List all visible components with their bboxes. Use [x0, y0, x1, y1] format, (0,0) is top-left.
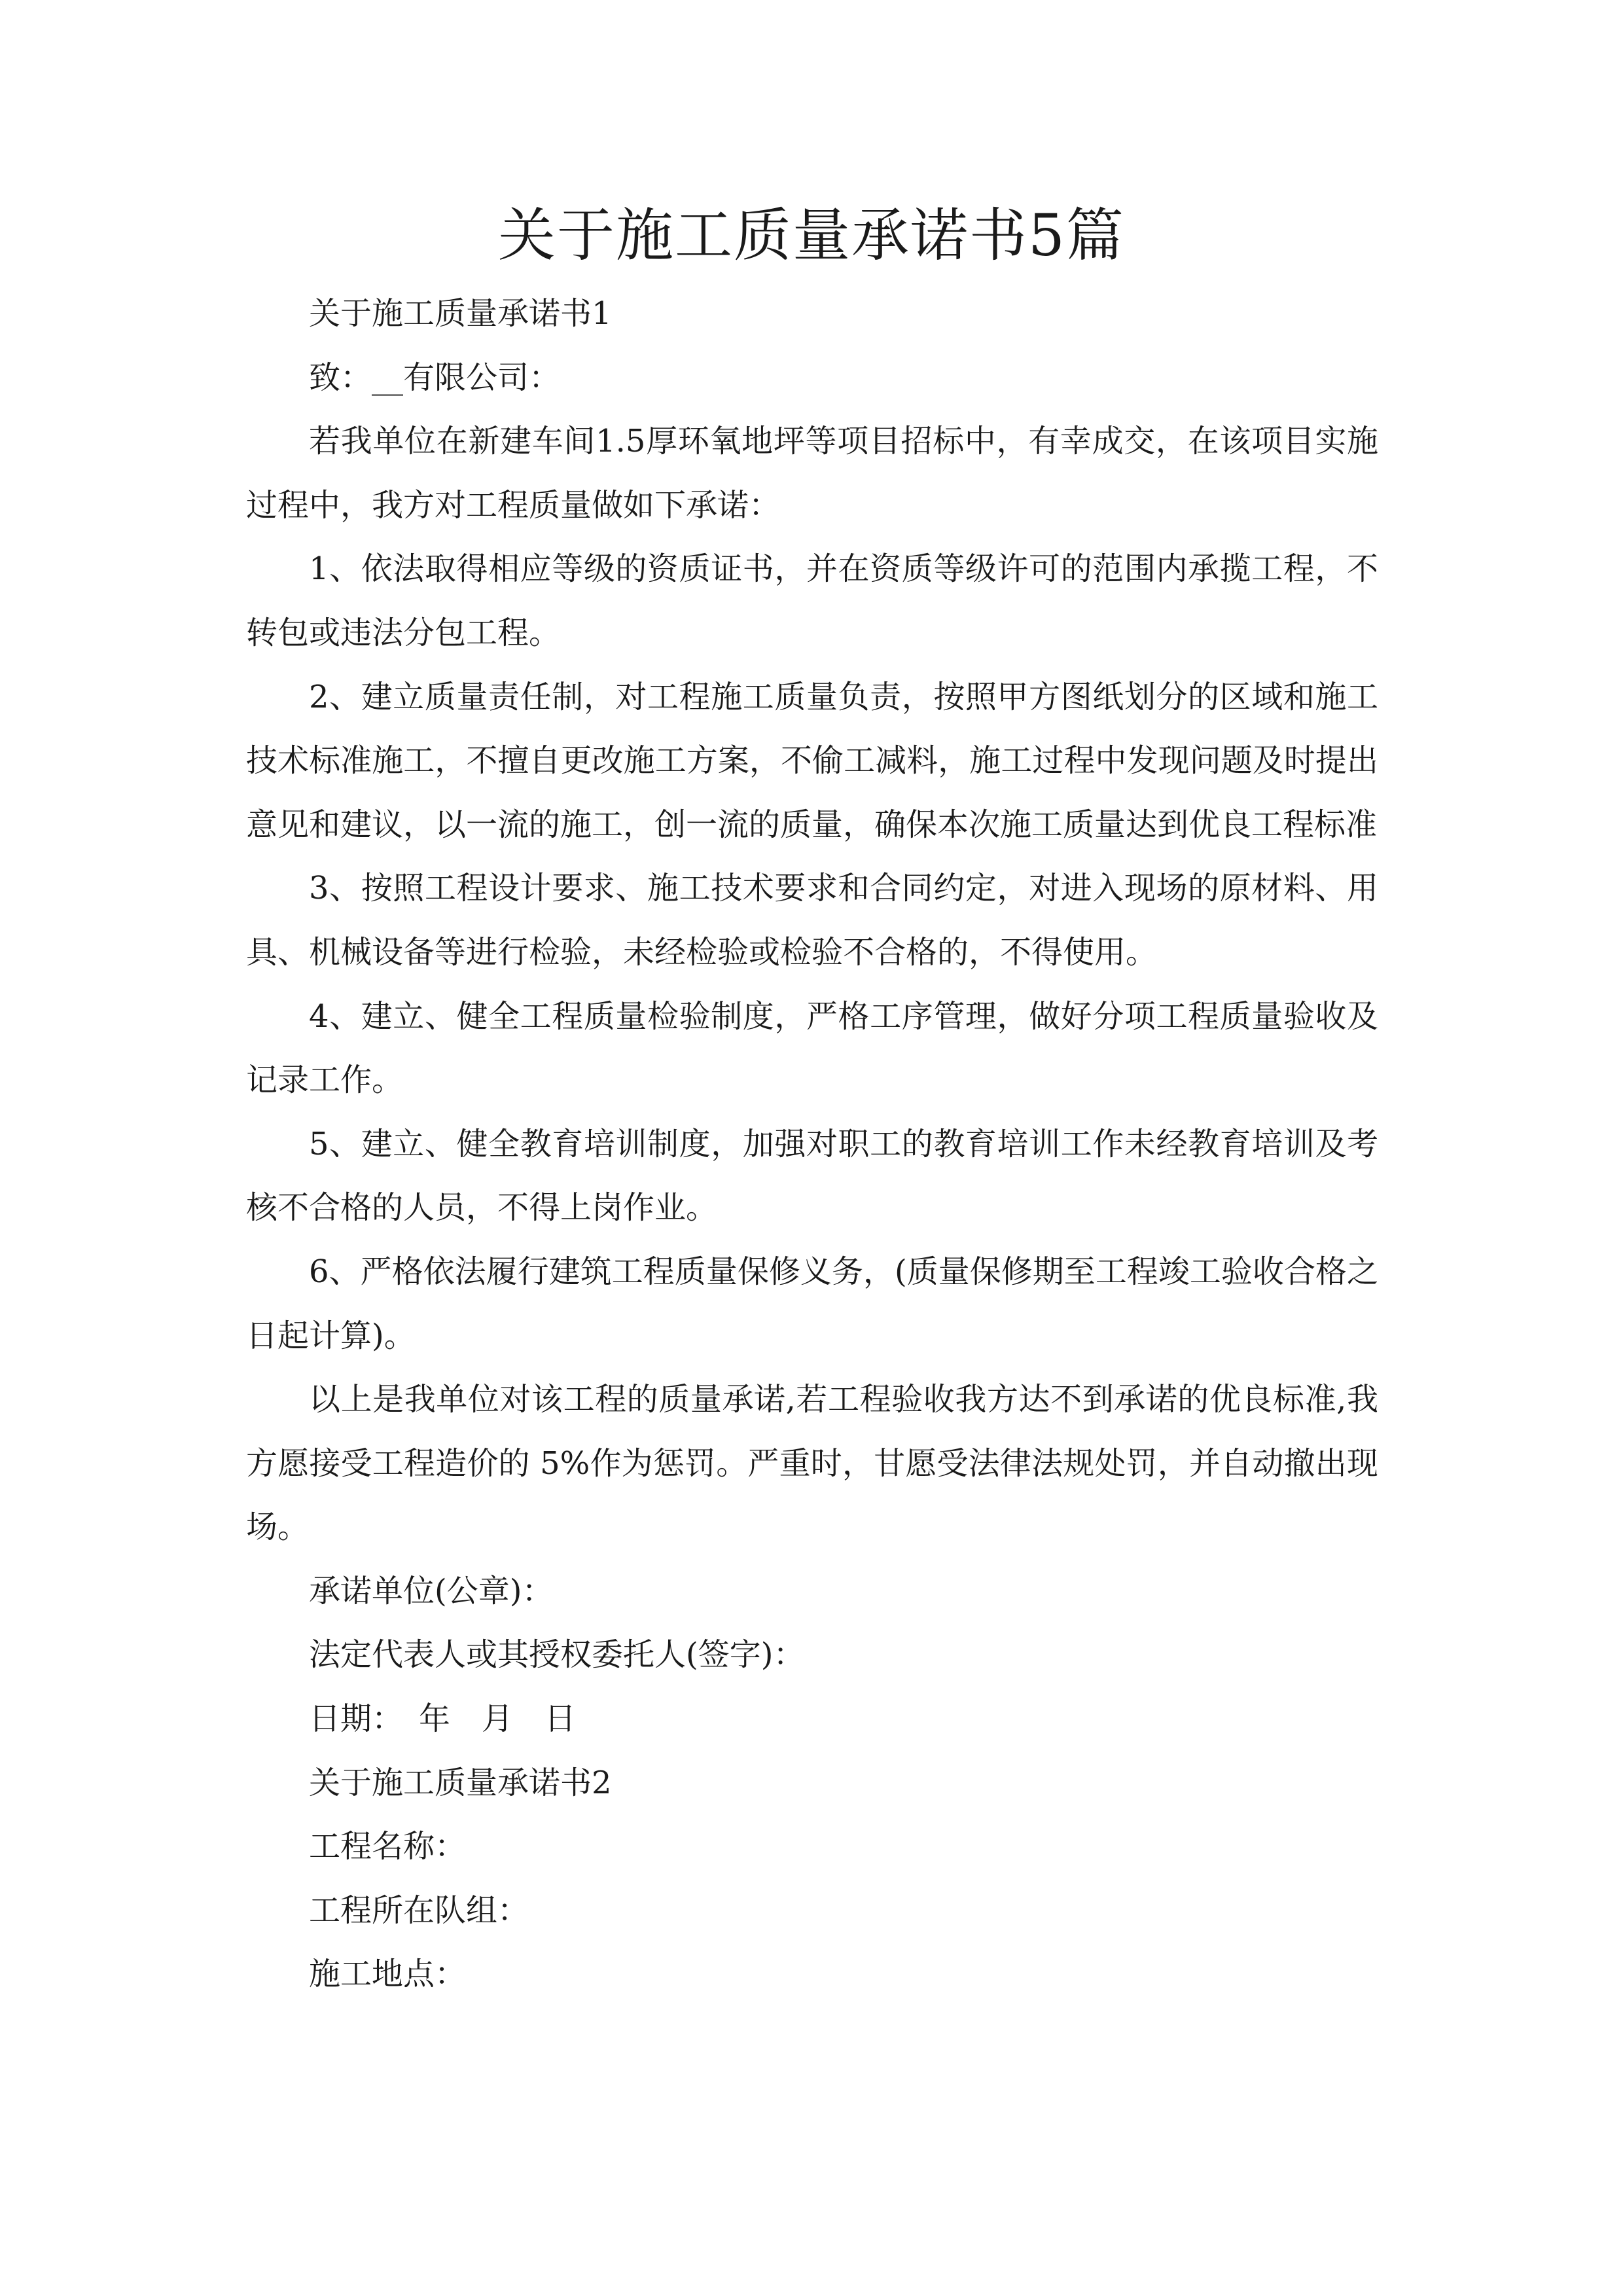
commitment-item-3: 3、按照工程设计要求、施工技术要求和合同约定，对进入现场的原材料、用具、机械设备等进行检验，未经检验或检验不合格的，不得使用。: [246, 870, 1378, 971]
commitment-item-4: 4、建立、健全工程质量检验制度，严格工序管理，做好分项工程质量验收及记录工作。: [246, 997, 1378, 1099]
commitment-item-6: 6、严格依法履行建筑工程质量保修义务，(质量保修期至工程竣工验收合格之日起计算)。: [246, 1253, 1378, 1354]
seal-line: 承诺单位(公章)：: [309, 1572, 554, 1609]
closing-paragraph: 以上是我单位对该工程的质量承诺,若工程验收我方达不到承诺的优良标准,我方愿接受工程造价的 5%作为惩罚。严重时，甘愿受法律法规处罚，并自动撤出现场。: [246, 1381, 1378, 1546]
date-line: 日期： 年 月 日: [309, 1700, 577, 1738]
section-heading-1: 关于施工质量承诺书1: [309, 295, 612, 332]
commitment-item-2: 2、建立质量责任制，对工程施工质量负责，按照甲方图纸划分的区域和施工技术标准施工，不擅自更改施工方案，不偷工减料，施工过程中发现问题及时提出意见和建议，以一流的施工，创一流的质量，确保本次施工质量达到优良工程标准: [246, 678, 1378, 843]
section-heading-2: 关于施工质量承诺书2: [309, 1764, 612, 1801]
commitment-item-1: 1、依法取得相应等级的资质证书，并在资质等级许可的范围内承揽工程，不转包或违法分包工程。: [246, 550, 1378, 651]
intro-paragraph: 若我单位在新建车间1.5厚环氧地坪等项目招标中，有幸成交，在该项目实施过程中，我方对工程质量做如下承诺：: [246, 423, 1378, 524]
document-body: [246, 282, 1378, 2007]
signature-line: 法定代表人或其授权委托人(签字)：: [309, 1636, 805, 1674]
team-field: 工程所在队组：: [309, 1892, 529, 1929]
project-name-field: 工程名称：: [309, 1828, 467, 1865]
document-title: 关于施工质量承诺书5篇: [498, 202, 1125, 269]
addressee: 致：__有限公司：: [309, 359, 561, 396]
commitment-item-5: 5、建立、健全教育培训制度，加强对职工的教育培训工作未经教育培训及考核不合格的人员，不得上岗作业。: [246, 1125, 1378, 1227]
site-location-field: 施工地点：: [309, 1956, 467, 1993]
